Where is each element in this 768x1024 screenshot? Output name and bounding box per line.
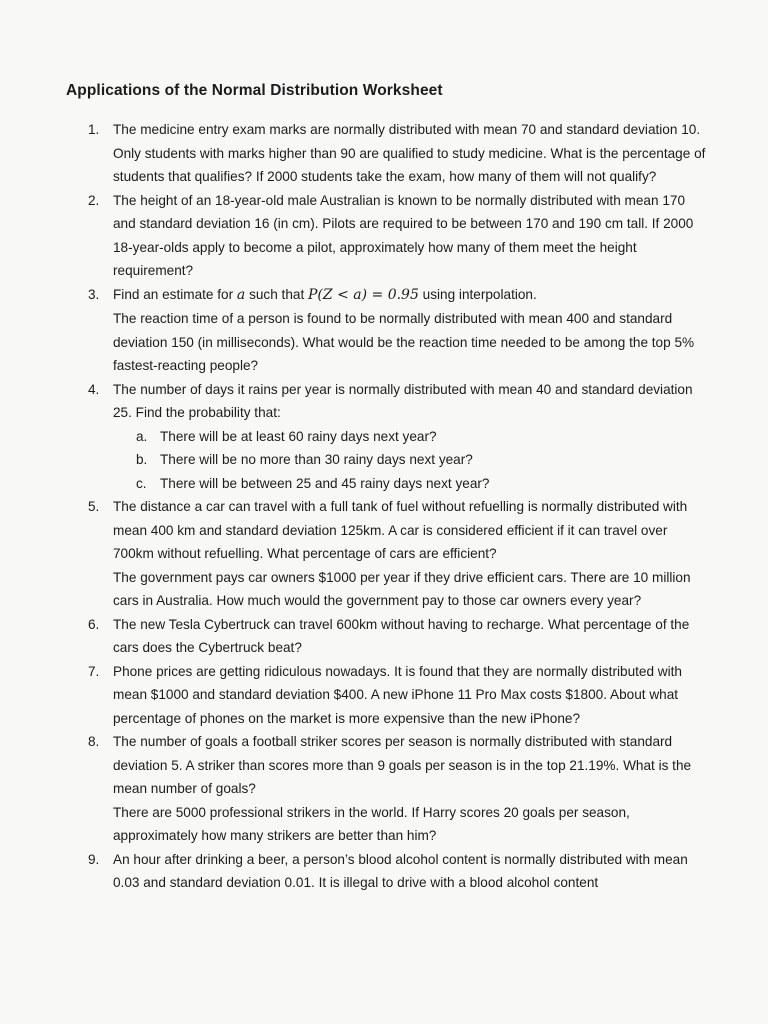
question-6 <box>88 613 708 660</box>
question-2 <box>88 189 708 283</box>
question-text: The medicine entry exam marks are normally distributed with mean 70 and standard deviation 10. Only students with marks higher than 90 are qualified to study medicine. What is the percentage of students that qualifies? If 2000 students take the exam, how many of them will not qualify? <box>113 122 706 184</box>
question-4 <box>88 378 708 496</box>
question-3-lead-text: Find an estimate for <box>113 286 234 302</box>
question-list <box>88 118 708 895</box>
question-text: The distance a car can travel with a full tank of fuel without refuelling is normally distributed with mean 400 km and standard deviation 125km. A car is considered efficient if it can travel over 700km without refuelling. What percentage of cars are efficient? <box>113 499 688 561</box>
probability-formula: P(Z < a) = 0.95 <box>308 286 419 303</box>
sub-question-list <box>113 425 708 496</box>
sub-question-a <box>113 425 708 449</box>
question-text: The new Tesla Cybertruck can travel 600km without having to recharge. What percentage of the cars does the Cybertruck beat? <box>113 616 690 655</box>
question-text: An hour after drinking a beer, a person’s blood alcohol content is normally distributed with mean 0.03 and standard deviation 0.01. It is illegal to drive with a blood alcohol content <box>113 851 688 890</box>
variable-a: a <box>236 286 246 303</box>
question-number: 2. <box>88 192 100 208</box>
question-number: 8. <box>88 734 100 749</box>
question-3-tail-text: using interpolation. <box>422 286 537 302</box>
question-text: The height of an 18-year-old male Australian is known to be normally distributed with mean 170 and standard deviation 16 (in cm). Pilots are required to be between 170 and 190 cm tall. If 2000 18-year-olds apply to become a pilot, approximately how many of them meet the height requirement? <box>113 192 694 278</box>
sub-question-text: There will be no more than 30 rainy days next year? <box>160 452 473 467</box>
question-9 <box>88 848 708 895</box>
question-8 <box>88 730 708 848</box>
sub-question-c <box>113 472 708 496</box>
question-number: 9. <box>88 851 100 867</box>
question-number: 7. <box>88 663 100 679</box>
question-3-mid-text: such that <box>249 286 305 302</box>
question-text-part-2: There are 5000 professional strikers in the world. If Harry scores 20 goals per season, approximately how many strikers are better than him? <box>113 804 630 843</box>
sub-question-text: There will be at least 60 rainy days next year? <box>160 428 437 444</box>
question-7 <box>88 660 708 731</box>
question-number: 6. <box>88 616 100 632</box>
sub-question-letter: a. <box>136 428 148 444</box>
sub-question-letter: b. <box>136 452 148 467</box>
sub-question-letter: c. <box>136 475 147 491</box>
question-1 <box>88 118 708 189</box>
question-number: 1. <box>88 122 100 137</box>
question-text-part-2: The government pays car owners $1000 per year if they drive efficient cars. There are 10 million cars in Australia. How much would the government pay to those car owners every year? <box>113 569 691 608</box>
question-number: 5. <box>88 499 100 514</box>
question-number: 3. <box>88 286 100 302</box>
question-text <box>113 283 708 308</box>
question-5 <box>88 495 708 613</box>
question-text-part-2: The reaction time of a person is found to be normally distributed with mean 400 and standard deviation 150 (in milliseconds). What would be the reaction time needed to be among the top 5% fastest-reacting people? <box>113 311 695 373</box>
question-text: The number of days it rains per year is normally distributed with mean 40 and standard deviation 25. Find the probability that: <box>113 381 693 420</box>
sub-question-b <box>113 448 708 472</box>
question-number: 4. <box>88 381 100 397</box>
question-3 <box>88 283 708 378</box>
worksheet-title: Applications of the Normal Distribution Worksheet <box>66 82 443 99</box>
question-text: Phone prices are getting ridiculous nowadays. It is found that they are normally distributed with mean $1000 and standard deviation $400. A new iPhone 11 Pro Max costs $1800. About what percentage of phones on the market is more expensive than the new iPhone? <box>113 663 682 726</box>
question-text: The number of goals a football striker scores per season is normally distributed with standard deviation 5. A striker than scores more than 9 goals per season is in the top 21.19%. What is the mean number of goals? <box>113 734 692 796</box>
sub-question-text: There will be between 25 and 45 rainy days next year? <box>160 475 490 491</box>
